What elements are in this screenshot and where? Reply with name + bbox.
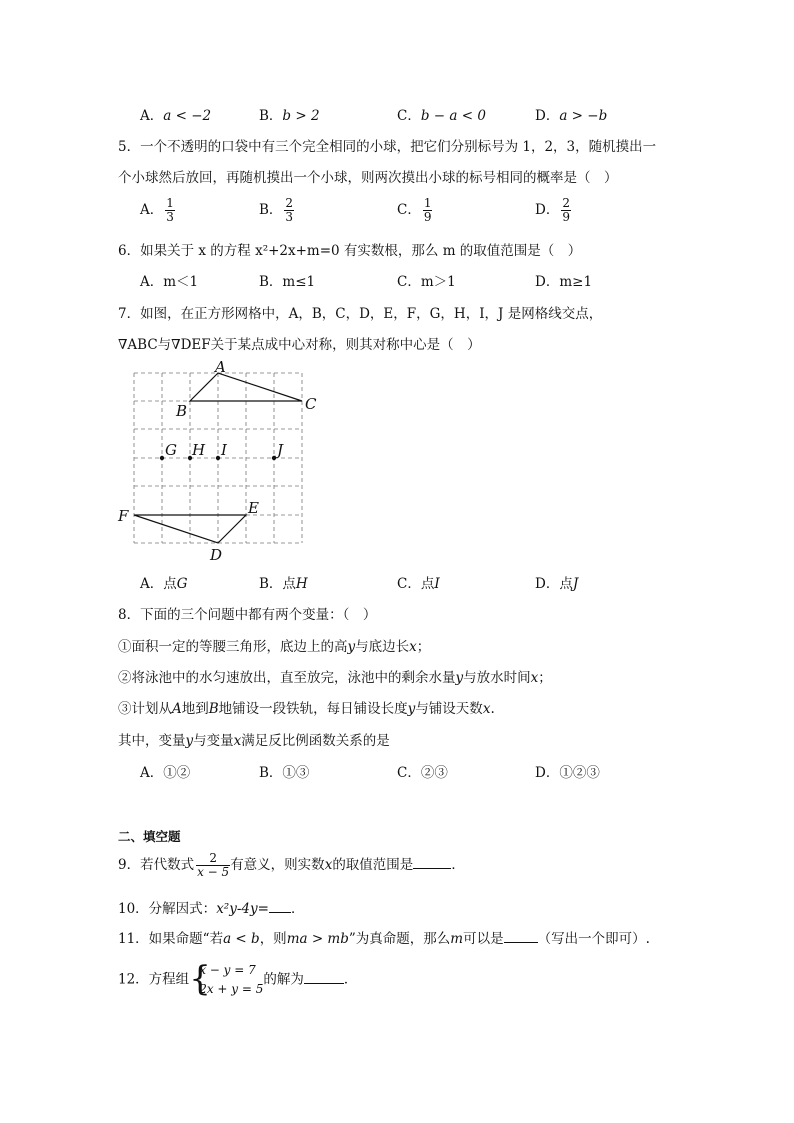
q5-option-d: D． $\frac{2}{9}$: [535, 196, 570, 224]
q7-option-d: D．点J: [535, 576, 579, 592]
q8-option-c: C．②③: [397, 765, 448, 781]
q6-stem: 6．如果关于 x 的方程 x²+2x+m=0 有实数根，那么 m 的取值范围是（ ）: [118, 243, 582, 259]
q7-grid-figure: [110, 360, 330, 565]
q5-stem-line1: 5．一个不透明的口袋中有三个完全相同的小球，把它们分别标号为 1，2，3，随机摸出一: [118, 139, 657, 155]
label-d: D: [210, 546, 223, 564]
q7-option-b: B．点H: [259, 576, 308, 592]
label-j: J: [277, 441, 284, 459]
q6-option-c: C．m＞1: [397, 274, 456, 290]
q10-answer-blank[interactable]: [269, 900, 291, 913]
label-e: E: [248, 499, 259, 517]
q6-option-a: A．m＜1: [140, 274, 199, 290]
q9: 9．若代数式 $\frac{2}{x - 5}$ 有意义，则实数x的取值范围是 ．: [118, 851, 465, 879]
point-j: [272, 456, 276, 460]
label-g: G: [165, 441, 177, 459]
q8-option-a: A．①②: [140, 765, 191, 781]
q4-option-a: A．a < −2: [140, 108, 212, 124]
q5-option-b: B． $\frac{2}{3}$: [259, 196, 294, 224]
q7-stem-line2: ∇ABC与∇DEF关于某点成中心对称，则其对称中心是（ ）: [118, 337, 481, 353]
q6-option-d: D．m≥1: [535, 274, 593, 290]
q10: 10．分解因式：x²y-4y= ．: [118, 901, 305, 917]
q4-option-c: C．b − a < 0: [397, 108, 486, 124]
q5-option-c: C． $\frac{1}{9}$: [397, 196, 432, 224]
point-g: [160, 456, 164, 460]
label-a: A: [215, 360, 226, 376]
q11: 11．如果命题“若a < b，则ma > mb”为真命题，那么m可以是 （写出一个即可）.: [118, 931, 650, 947]
q12: 12．方程组 { x − y = 7 2x + y = 5 的解为 ．: [118, 959, 358, 999]
q6-option-b: B．m≤1: [259, 274, 316, 290]
q8-item-2: ②将泳池中的水匀速放出，直至放完，泳池中的剩余水量y与放水时间x；: [118, 670, 552, 686]
q7-option-a: A．点G: [140, 576, 188, 592]
q8-item-1: ①面积一定的等腰三角形，底边上的高y与底边长x；: [118, 639, 431, 655]
label-f: F: [118, 507, 129, 525]
q9-answer-blank[interactable]: [413, 856, 451, 869]
section-title: 二、填空题: [118, 829, 181, 844]
q11-answer-blank[interactable]: [504, 930, 538, 943]
q5-option-a: A． $\frac{1}{3}$: [140, 196, 174, 224]
label-i: I: [221, 441, 227, 459]
q8-stem: 8．下面的三个问题中都有两个变量：（ ）: [118, 607, 377, 623]
q8-option-d: D．①②③: [535, 765, 600, 781]
q7-stem-line1: 7．如图，在正方形网格中，A，B，C，D，E，F，G，H，I，J 是网格线交点，: [118, 306, 603, 322]
label-b: B: [176, 402, 188, 420]
q4-option-d: D．a > −b: [535, 108, 608, 124]
brace-icon: {: [189, 959, 211, 999]
equation-system: { x − y = 7 2x + y = 5: [189, 959, 264, 999]
q8-option-b: B．①③: [259, 765, 310, 781]
q7-option-c: C．点I: [397, 576, 440, 592]
label-h: H: [192, 441, 206, 459]
q8-conclusion: 其中，变量y与变量x满足反比例函数关系的是: [118, 733, 390, 749]
q12-answer-blank[interactable]: [304, 971, 344, 984]
q5-stem-line2: 个小球然后放回，再随机摸出一个小球，则两次摸出小球的标号相同的概率是（ ）: [118, 170, 618, 186]
q4-option-b: B．b > 2: [259, 108, 320, 124]
label-c: C: [305, 395, 317, 413]
point-i: [216, 456, 220, 460]
q8-item-3: ③计划从A地到B地铺设一段铁轨，每日铺设长度y与铺设天数x.: [118, 701, 495, 717]
